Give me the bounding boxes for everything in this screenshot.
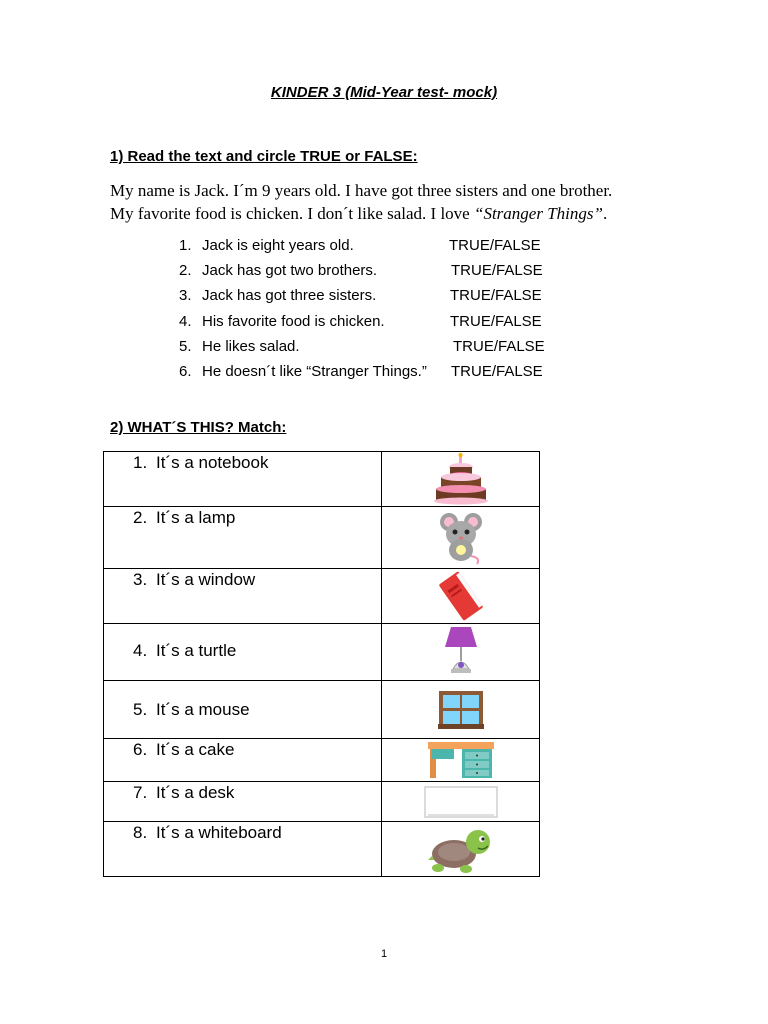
notebook-icon xyxy=(439,570,483,622)
picture-cell[interactable] xyxy=(382,569,540,624)
row-text: It´s a lamp xyxy=(156,508,236,527)
table-row xyxy=(104,624,540,681)
row-number: 4. xyxy=(133,641,148,660)
true-false-choice[interactable]: TRUE/FALSE xyxy=(450,287,542,305)
cake-icon xyxy=(431,453,491,505)
label-cell xyxy=(104,507,382,569)
row-text: It´s a whiteboard xyxy=(156,823,282,842)
paragraph-line-2 xyxy=(110,202,710,225)
statement-text: He likes salad. xyxy=(202,337,300,355)
list-item xyxy=(179,286,542,311)
table-row xyxy=(104,569,540,624)
table-row xyxy=(104,822,540,877)
label-cell xyxy=(104,681,382,739)
row-label xyxy=(104,782,381,803)
item-number: 5. xyxy=(179,337,192,355)
item-number: 1. xyxy=(179,237,192,254)
statement-text: Jack has got three sisters. xyxy=(202,287,377,305)
row-label xyxy=(104,507,381,528)
row-label xyxy=(104,452,381,473)
turtle-icon xyxy=(428,824,494,874)
statement-text: Jack has got two brothers. xyxy=(202,262,378,280)
section1-heading: 1) Read the text and circle TRUE or FALSE: xyxy=(110,148,418,165)
row-text: It´s a turtle xyxy=(156,641,237,660)
true-false-choice[interactable]: TRUE/FALSE xyxy=(450,312,542,330)
paragraph-line-2-end: . xyxy=(602,204,608,223)
label-cell xyxy=(104,822,382,877)
label-cell xyxy=(104,739,382,782)
item-number: 4. xyxy=(179,312,192,330)
item-number: 2. xyxy=(179,262,192,280)
mouse-icon xyxy=(439,510,483,566)
table-row xyxy=(104,681,540,739)
row-label xyxy=(104,739,381,760)
row-number: 5. xyxy=(133,700,148,719)
row-text: It´s a window xyxy=(156,570,256,589)
item-number: 6. xyxy=(179,362,192,380)
row-number: 3. xyxy=(133,570,148,589)
list-item xyxy=(179,236,541,261)
table-row xyxy=(104,782,540,822)
label-cell xyxy=(104,782,382,822)
reading-paragraph xyxy=(110,179,710,225)
item-number: 3. xyxy=(179,287,192,305)
row-number: 2. xyxy=(133,508,148,527)
row-label xyxy=(104,822,381,843)
picture-cell[interactable] xyxy=(382,782,540,822)
row-text: It´s a desk xyxy=(156,783,235,802)
whiteboard-icon xyxy=(424,786,498,818)
row-number: 8. xyxy=(133,823,148,842)
table-row xyxy=(104,739,540,782)
paragraph-line-1: My name is Jack. I´m 9 years old. I have got three sisters and one brother. xyxy=(110,181,613,200)
row-text: It´s a cake xyxy=(156,740,235,759)
list-item xyxy=(179,337,545,362)
row-number: 7. xyxy=(133,783,148,802)
true-false-choice[interactable]: TRUE/FALSE xyxy=(453,337,545,355)
paragraph-line-2-title: “Stranger Things” xyxy=(473,204,603,223)
row-number: 1. xyxy=(133,453,148,472)
desk-icon xyxy=(426,740,496,780)
picture-cell[interactable] xyxy=(382,739,540,782)
row-label xyxy=(104,681,381,720)
table-row xyxy=(104,507,540,569)
list-item xyxy=(179,261,543,286)
row-text: It´s a mouse xyxy=(156,700,250,719)
statement-text: Jack is eight years old. xyxy=(202,237,354,254)
table-row xyxy=(104,452,540,507)
row-label xyxy=(104,569,381,590)
paragraph-line-2-text: My favorite food is chicken. I don´t like salad. I love xyxy=(110,204,474,223)
true-false-choice[interactable]: TRUE/FALSE xyxy=(451,262,543,280)
list-item xyxy=(179,362,543,387)
true-false-list xyxy=(179,236,545,387)
label-cell xyxy=(104,452,382,507)
lamp-icon xyxy=(443,625,479,679)
true-false-choice[interactable]: TRUE/FALSE xyxy=(451,362,543,380)
picture-cell[interactable] xyxy=(382,624,540,681)
page-title: KINDER 3 (Mid-Year test- mock) xyxy=(270,84,498,101)
statement-text: He doesn´t like “Stranger Things.” xyxy=(202,362,427,380)
picture-cell[interactable] xyxy=(382,822,540,877)
label-cell xyxy=(104,624,382,681)
row-label xyxy=(104,624,381,661)
section2-heading: 2) WHAT´S THIS? Match: xyxy=(110,419,287,436)
page-number: 1 xyxy=(380,948,388,960)
picture-cell[interactable] xyxy=(382,452,540,507)
row-number: 6. xyxy=(133,740,148,759)
list-item xyxy=(179,312,542,337)
window-icon xyxy=(438,690,484,730)
picture-cell[interactable] xyxy=(382,681,540,739)
label-cell xyxy=(104,569,382,624)
true-false-choice[interactable]: TRUE/FALSE xyxy=(449,237,541,254)
matching-table xyxy=(103,451,540,877)
statement-text: His favorite food is chicken. xyxy=(202,312,385,330)
picture-cell[interactable] xyxy=(382,507,540,569)
row-text: It´s a notebook xyxy=(156,453,269,472)
